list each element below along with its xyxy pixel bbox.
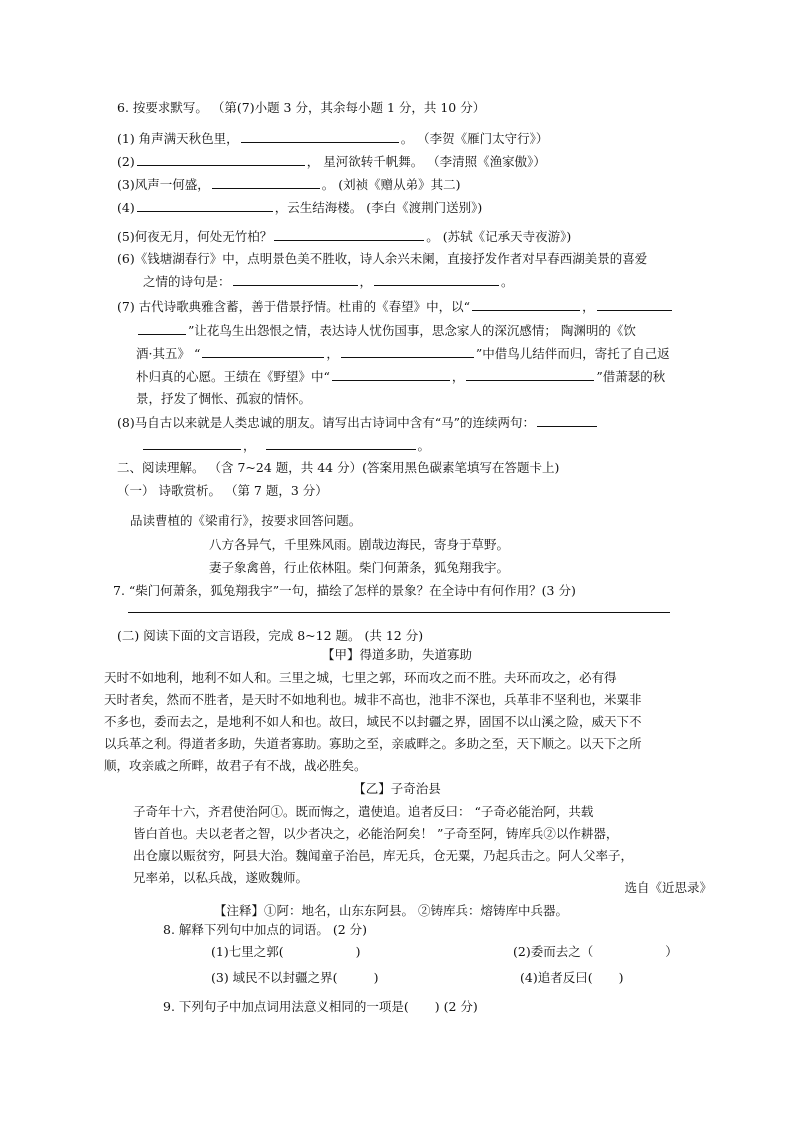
q6-item-5: (5)何夜无月，何处无竹柏？ 。 (苏轼《记承天寺夜游》) (117, 229, 572, 244)
poem-line-1: 八方各异气，千里殊风雨。剧哉边海民，寄身于草野。 (209, 537, 510, 552)
answer-blank[interactable] (332, 368, 450, 381)
yi-line-1: 子奇年十六，齐君使治阿①。既而悔之，遣使追。追者反曰： “子奇必能治阿，共载 (133, 804, 594, 819)
q6-item-6: (6)《钱塘湖春行》中，点明景色美不胜收，诗人余兴未阑，直接抒发作者对早春西湖美景的喜爱 (117, 251, 648, 266)
q8-item-1: (1)七里之郭( ) (211, 944, 361, 959)
jia-title: 【甲】得道多助，失道寡助 (321, 647, 472, 662)
q6-item-8: (8)马自古以来就是人类忠诚的朋友。请写出古诗词中含有“马”的连续两句： (117, 414, 599, 431)
answer-blank[interactable] (137, 199, 273, 212)
yi-title: 【乙】子奇治县 (353, 781, 441, 796)
poem-intro: 品读曹植的《梁甫行》，按要求回答问题。 (130, 513, 362, 528)
jia-line-1: 天时不如地利，地利不如人和。三里之城，七里之郭，环而攻之而不胜。夫环而攻之，必有得 (104, 670, 617, 685)
q6-item-6-cont: 之情的诗句是： ， 。 (143, 274, 514, 289)
q6-item-7-cont4: 景，抒发了惆怅、孤寂的情怀。 (136, 391, 312, 406)
answer-blank[interactable] (472, 298, 580, 311)
answer-blank[interactable] (597, 298, 672, 311)
poem-line-2: 妻子象禽兽，行止依林阻。柴门何萧条，狐兔翔我宇。 (209, 560, 510, 575)
q6-item-1: (1) 角声满天秋色里， 。 （李贺《雁门太守行》） (117, 131, 549, 146)
q7-title: 7. “柴门何萧条，狐兔翔我宇”一句，描绘了怎样的景象？在全诗中有何作用？(3 分) (113, 583, 576, 598)
q6-item-4: (4) ，云生结海楼。 (李白《渡荆门送别》) (117, 200, 483, 215)
yi-line-2: 皆白首也。夫以老者之智，以少者决之，必能治阿矣！ ”子奇至阿，铸库兵②以作耕器， (133, 826, 619, 841)
answer-blank[interactable] (466, 368, 594, 381)
part2-title: 二、阅读理解。 （含 7~24 题，共 44 分）(答案用黑色碳素笔填写在答题卡上) (117, 460, 560, 475)
q6-item-3: (3)风声一何盛， 。 (刘祯《赠从弟》其二) (117, 177, 461, 192)
answer-blank[interactable] (274, 228, 424, 241)
jia-line-5: 顺，攻亲戚之所畔，故君子有不战，战必胜矣。 (104, 758, 367, 773)
yi-note: 【注释】①阿：地名，山东东阿县。 ②铸库兵：熔铸库中兵器。 (214, 903, 568, 918)
q8-item-2: (2)委而去之（ ） (513, 944, 678, 959)
part2-sub1: （一） 诗歌赏析。 （第 7 题，3 分） (117, 483, 328, 498)
jia-line-3: 不多也，委而去之，是地利不如人和也。故曰，域民不以封疆之界，固国不以山溪之险，威天下不 (104, 714, 642, 729)
yi-source: 选自《近思录》 (624, 880, 712, 895)
answer-blank[interactable] (212, 176, 320, 189)
q6-item-7-cont1: ”让花鸟生出怨恨之情，表达诗人忧伤国事，思念家人的深沉感情； 陶渊明的《饮 (136, 322, 636, 339)
q9-title: 9. 下列句子中加点词用法意义相同的一项是( ) (2 分) (163, 999, 478, 1014)
answer-blank[interactable] (143, 437, 241, 450)
q6-item-7-cont2: 酒·其五》 “ ， ”中借鸟儿结伴而归，寄托了自己返 (136, 346, 670, 361)
q8-item-4: (4)追者反曰( ) (520, 970, 624, 985)
q8-item-3: (3) 域民不以封疆之界( ) (211, 970, 379, 985)
answer-blank[interactable] (537, 414, 597, 427)
jia-line-2: 天时者矣，然而不胜者，是天时不如地利也。城非不高也，池非不深也，兵革非不坚利也，米粟非 (104, 692, 642, 707)
answer-blank[interactable] (374, 273, 499, 286)
q6-item-2: (2) ， 星河欲转千帆舞。 （李清照《渔家傲》） (117, 154, 546, 169)
q8-title: 8. 解释下列句中加点的词语。 (2 分) (163, 922, 368, 937)
answer-blank[interactable] (266, 437, 416, 450)
jia-line-4: 以兵革之利。得道者多助，失道者寡助。寡助之至，亲戚畔之。多助之至，天下顺之。以天下之所 (104, 736, 642, 751)
q6-item-7: (7) 古代诗歌典雅含蓄，善于借景抒情。杜甫的《春望》中，以“ ， (117, 298, 674, 315)
answer-blank[interactable] (233, 273, 358, 286)
part2-sub2: (二) 阅读下面的文言语段，完成 8~12 题。 (共 12 分) (117, 628, 424, 643)
answer-blank[interactable] (137, 153, 305, 166)
yi-line-4: 兄率弟，以私兵战，遂败魏师。 (133, 870, 309, 885)
yi-line-3: 出仓廪以赈贫穷，阿县大治。魏闻童子治邑，库无兵，仓无粟，乃起兵击之。阿人父率子， (133, 848, 634, 863)
q7-answer-line[interactable] (128, 612, 670, 613)
q6-title: 6. 按要求默写。 （第(7)小题 3 分，其余每小题 1 分，共 10 分） (117, 100, 486, 115)
answer-blank[interactable] (241, 130, 399, 143)
q6-item-7-cont3: 朴归真的心愿。王绩在《野望》中“ ， ”借萧瑟的秋 (136, 369, 666, 384)
answer-blank[interactable] (341, 345, 474, 358)
answer-blank[interactable] (202, 345, 324, 358)
q6-item-8-cont: ， 。 (141, 437, 430, 454)
answer-blank[interactable] (138, 322, 186, 335)
